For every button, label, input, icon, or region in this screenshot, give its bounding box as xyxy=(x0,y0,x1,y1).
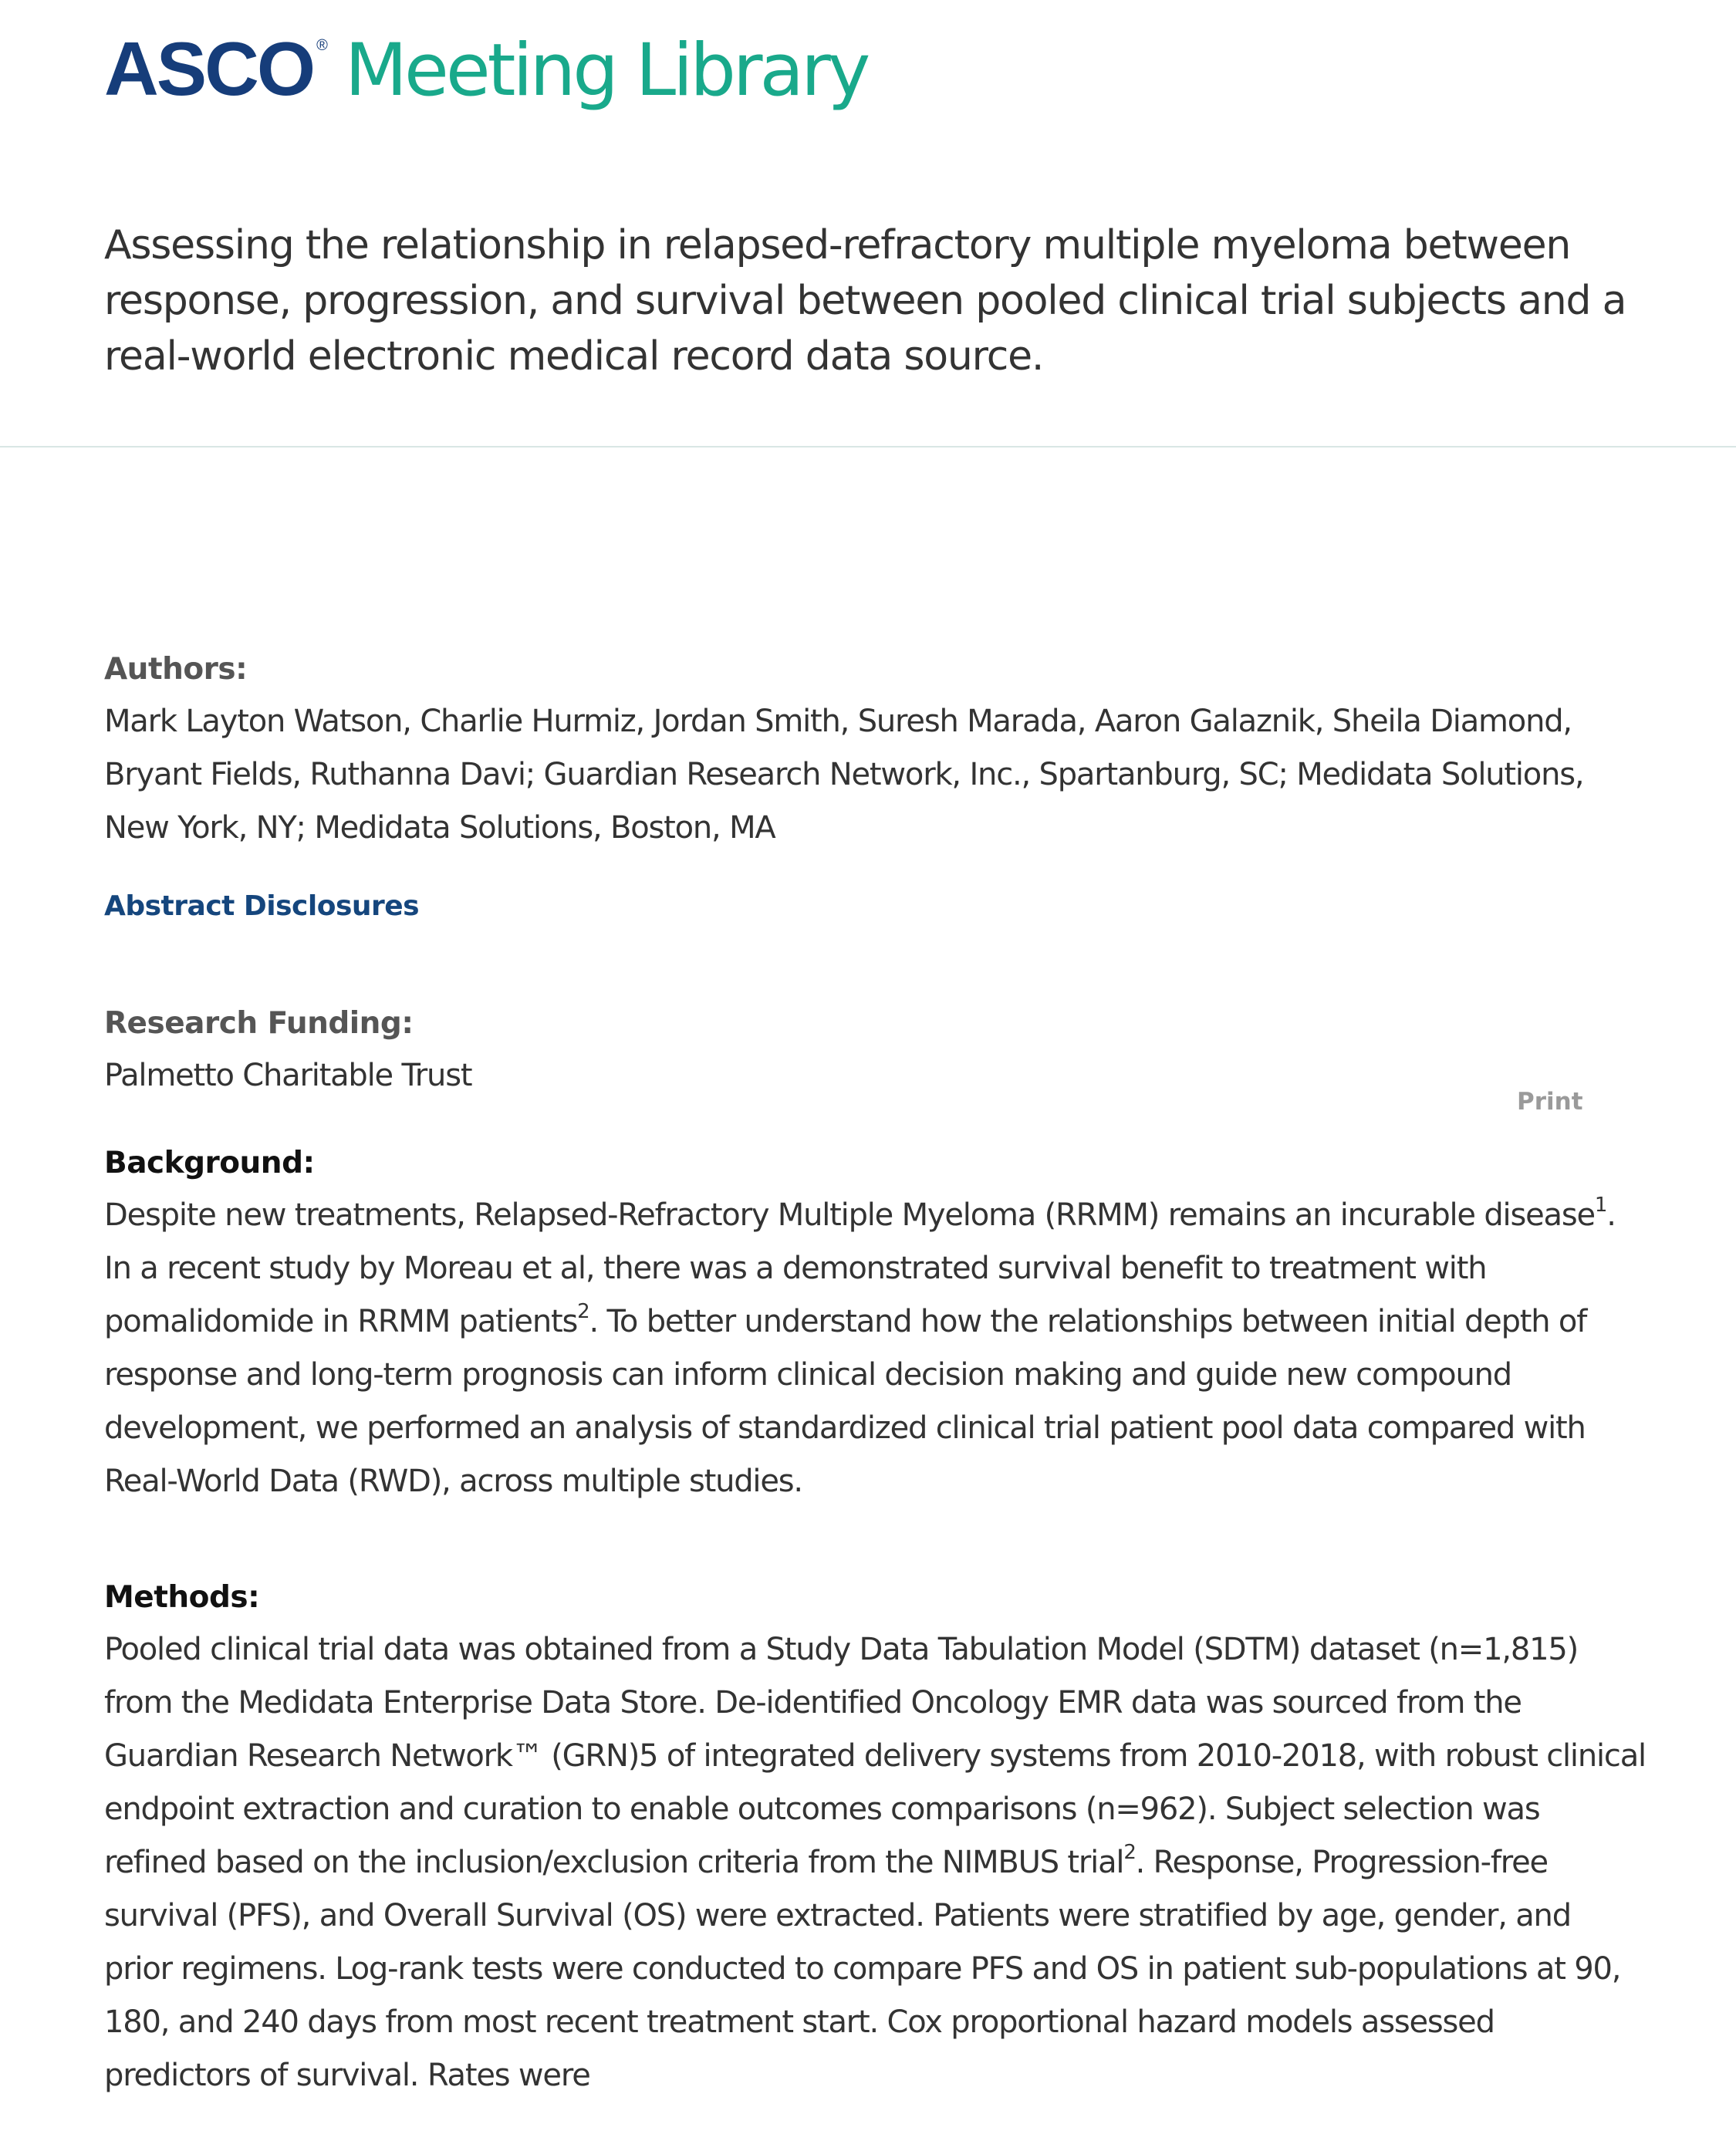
authors-list: Mark Layton Watson, Charlie Hurmiz, Jordan Smith, Suresh Marada, Aaron Galaznik, Sheila Diamond, Bryant Fields, Ruthanna Davi; Guardian Research Network, Inc., Spartanburg, SC; Medidata Solutions, New York, NY; Medidata Solutions, Boston, MA xyxy=(104,704,1584,846)
print-button[interactable]: Print xyxy=(1517,1088,1583,1116)
abstract-title: Assessing the relationship in relapsed-refractory multiple myeloma between response, progression, and survival between pooled clinical trial subjects and a real-world electronic medical record data source. xyxy=(104,222,1626,380)
abstract-disclosures-link[interactable]: Abstract Disclosures xyxy=(104,890,420,922)
header-divider xyxy=(0,446,1736,447)
meeting-library-logo-text[interactable]: Meeting Library xyxy=(344,29,868,113)
reference-2: 2 xyxy=(577,1299,589,1323)
authors-heading: Authors: xyxy=(104,652,248,687)
research-funding-text: Palmetto Charitable Trust xyxy=(104,1058,472,1093)
reference-2: 2 xyxy=(1123,1840,1136,1864)
background-text: Despite new treatments, Relapsed-Refractory Multiple Myeloma (RRMM) remains an incurable disease$^1$. In a recent study by Moreau et al, there was a demonstrated survival benefit to treatment with pomalidomide in RRMM patients$^2$. To better understand how the relationships between initial depth of response and long-term prognosis can inform clinical decision making and guide new compound development, we performed an analysis of standardized clinical trial patient pool data compared with Real-World Data (RWD), across multiple studies. xyxy=(104,1193,1616,1499)
research-funding-heading: Research Funding: xyxy=(104,1006,414,1041)
registered-mark: ® xyxy=(316,37,328,54)
site-header xyxy=(104,26,868,131)
background-heading: Background: xyxy=(104,1146,315,1180)
methods-heading: Methods: xyxy=(104,1580,260,1615)
asco-logo[interactable]: ASCO xyxy=(104,26,314,111)
reference-1: 1 xyxy=(1594,1193,1607,1217)
methods-text: Pooled clinical trial data was obtained from a Study Data Tabulation Model (SDTM) dataset (n=1,815) from the Medidata Enterprise Data Store. De-identified Oncology EMR data was sourced from the Guardian Research Network™ (GRN)5 of integrated delivery systems from 2010-2018, with robust clinical endpoint extraction and curation to enable outcomes comparisons (n=962). Subject selection was refined based on the inclusion/exclusion criteria from the NIMBUS trial$^2$. Response, Progression-free survival (PFS), and Overall Survival (OS) were extracted. Patients were stratified by age, gender, and prior regimens. Log-rank tests were conducted to compare PFS and OS in patient sub-populations at 90, 180, and 240 days from most recent treatment start. Cox proportional hazard models assessed predictors of survival. Rates were xyxy=(104,1632,1646,2093)
